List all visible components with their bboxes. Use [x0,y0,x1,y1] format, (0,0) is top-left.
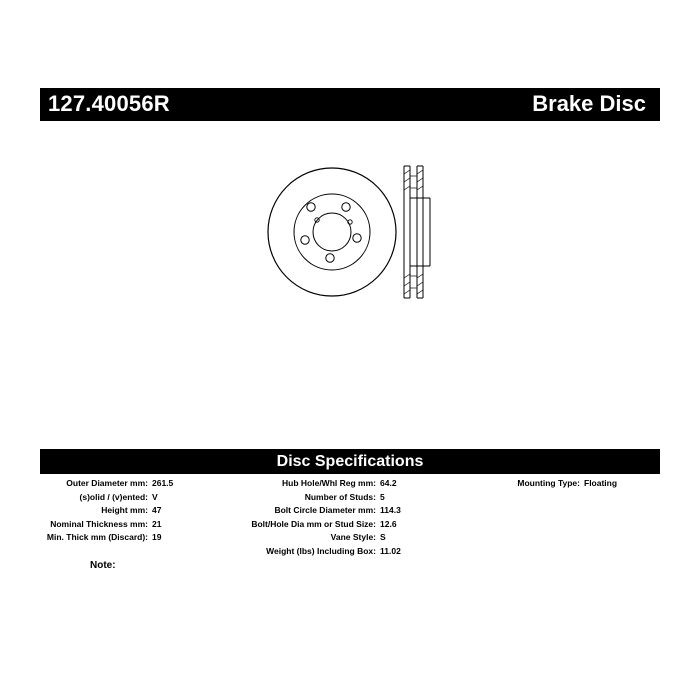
spec-label: (s)olid / (v)ented: [79,491,148,502]
spec-label: Vane Style: [330,532,376,542]
spec-label: Nominal Thickness mm: [50,518,148,529]
spec-label: Mounting Type: [517,478,580,488]
spec-title: Disc Specifications [276,453,424,470]
spec-row [40,477,173,491]
spec-value: S [380,532,386,542]
spec-value: 19 [152,532,162,542]
spec-title-bar [40,449,660,474]
spec-label: Height mm: [101,505,148,515]
brake-disc-drawing [260,160,440,305]
hat-outline [294,194,370,270]
spec-row [228,518,401,532]
spec-value: Floating [584,478,618,488]
part-number: 127.40056R [48,91,170,116]
document-type: Brake Disc [532,91,646,116]
spec-value: 5 [380,491,385,502]
stud-hole [326,254,334,262]
note-label: Note: [90,560,116,571]
spec-column-1 [40,477,173,545]
spec-label: Weight (lbs) Including Box: [266,545,376,556]
spec-value: 261.5 [152,478,174,488]
spec-row [228,491,401,505]
stud-hole [307,203,315,211]
spec-value: 21 [152,518,162,529]
spec-label: Hub Hole/Whl Reg mm: [282,478,376,488]
disc-outer-edge [268,168,396,296]
spec-row [228,477,401,491]
spec-label: Min. Thick mm (Discard): [46,532,148,542]
spec-row [228,531,401,545]
spec-row [495,477,617,491]
stud-hole [301,236,309,244]
stud-hole [353,234,361,242]
spec-label: Bolt/Hole Dia mm or Stud Size: [251,518,376,529]
spec-value: 64.2 [380,478,397,488]
spec-row [40,518,173,532]
spec-value: V [152,491,158,502]
header-bar [40,88,660,121]
spec-column-3 [495,477,617,491]
spec-row [40,531,173,545]
spec-row [228,504,401,518]
spec-row [40,491,173,505]
disc-front-view [268,168,396,296]
stud-hole [342,203,350,211]
spec-value: 114.3 [380,505,401,515]
spec-column-2 [228,477,401,558]
spec-value: 12.6 [380,518,397,529]
disc-side-view [404,166,430,298]
spec-row [228,545,401,559]
spec-value: 11.02 [380,545,401,556]
spec-label: Outer Diameter mm: [66,478,148,488]
spec-value: 47 [152,505,162,515]
spec-label: Bolt Circle Diameter mm: [274,505,376,515]
spec-row [40,504,173,518]
spec-label: Number of Studs: [304,491,376,502]
